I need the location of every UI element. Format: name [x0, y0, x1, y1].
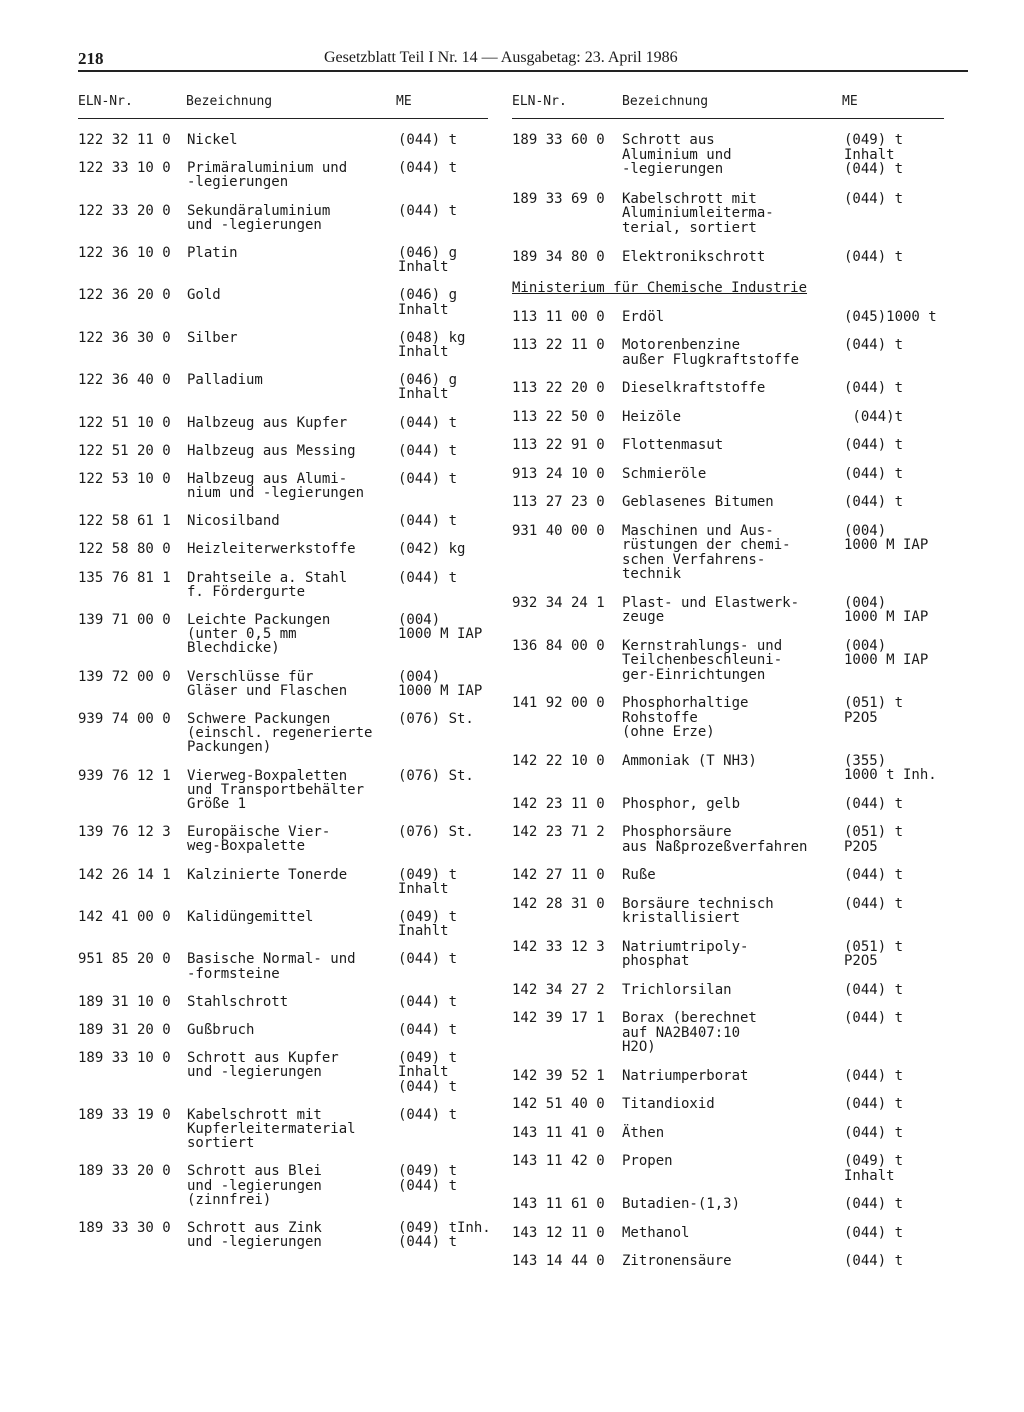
table-row: [78, 952, 488, 980]
table-row: [78, 1051, 488, 1094]
eln-number: 139 71 00 0: [78, 612, 171, 629]
me-cell: (044) t: [398, 1106, 458, 1123]
eln-number: 122 51 10 0: [78, 414, 171, 431]
bezeichnung-cell: Gußbruch: [187, 1021, 255, 1038]
table-row: [78, 613, 488, 656]
table-row: [512, 310, 944, 325]
me-cell: (044) t: [398, 160, 458, 177]
me-cell: (044) t: [844, 981, 904, 998]
bezeichnung-cell: Plast- und Elastwerk- zeuge: [622, 594, 800, 625]
eln-number: 113 22 11 0: [512, 337, 605, 353]
eln-number: 122 53 10 0: [78, 470, 171, 487]
bezeichnung-cell: Halbzeug aus Alumi- nium und -legierungen: [187, 470, 365, 502]
bezeichnung-cell: Maschinen und Aus- rüstungen der chemi- schen Verfahrens- technik: [622, 522, 791, 582]
bezeichnung-cell: Trichlorsilan: [622, 981, 732, 998]
me-cell: (355) 1000 t Inh.: [844, 752, 937, 783]
table-row: [512, 133, 944, 177]
bezeichnung-cell: Platin: [187, 244, 238, 261]
me-cell: (044) t: [844, 380, 904, 396]
me-cell: (049) t (044) t: [398, 1163, 458, 1194]
table-row: [512, 696, 944, 740]
me-cell: (044) t: [844, 867, 904, 883]
eln-number: 189 34 80 0: [512, 249, 605, 265]
me-cell: (051) t P2O5: [844, 695, 904, 726]
eln-number: 122 33 10 0: [78, 160, 171, 177]
eln-number: 141 92 00 0: [512, 695, 605, 711]
me-cell: (044) t: [844, 249, 904, 265]
table-row: [78, 910, 488, 938]
bezeichnung-cell: Ruße: [622, 867, 656, 883]
header-me: ME: [396, 94, 412, 109]
eln-number: 189 33 60 0: [512, 132, 605, 148]
eln-number: 142 34 27 2: [512, 981, 605, 998]
me-cell: (044) t: [844, 1253, 904, 1269]
eln-number: 143 11 41 0: [512, 1124, 605, 1141]
bezeichnung-cell: Stahlschrott: [187, 993, 289, 1010]
me-cell: (044) t: [398, 1021, 458, 1038]
me-cell: (049) t Inhalt: [398, 866, 458, 897]
table-row: [512, 1197, 944, 1212]
bezeichnung-cell: Gold: [187, 287, 221, 304]
table-row: [78, 542, 488, 556]
eln-number: 142 39 17 1: [512, 1010, 605, 1026]
eln-number: 142 27 11 0: [512, 867, 605, 883]
me-cell: (045)1000 t: [844, 308, 937, 325]
bezeichnung-cell: Kernstrahlungs- und Teilchenbeschleuni- ger-Einrichtungen: [622, 637, 783, 683]
eln-number: 189 33 30 0: [78, 1219, 171, 1236]
me-cell: (049) tInh. (044) t: [398, 1219, 491, 1251]
eln-number: 113 22 50 0: [512, 408, 605, 425]
table-row: [78, 868, 488, 896]
me-cell: (076) St.: [398, 767, 474, 784]
eln-number: 143 11 61 0: [512, 1196, 605, 1212]
header-eln: ELN-Nr.: [78, 94, 133, 109]
table-row: [78, 712, 488, 755]
me-cell: (044) t: [398, 993, 458, 1010]
section-heading: [512, 280, 944, 310]
table-row: [78, 444, 488, 458]
page-number: 218: [78, 49, 104, 68]
table-row: [512, 940, 944, 969]
column-header: [78, 92, 488, 119]
bezeichnung-cell: Motorenbenzine außer Flugkraftstoffe: [622, 337, 800, 368]
bezeichnung-cell: Vierweg-Boxpaletten und Transportbehälter Größe 1: [187, 767, 365, 813]
me-cell: (046) g Inhalt: [398, 244, 458, 276]
header-bezeichnung: Bezeichnung: [622, 94, 709, 109]
eln-number: 951 85 20 0: [78, 951, 171, 968]
me-cell: (044) t: [844, 1224, 904, 1241]
table-row: [512, 1097, 944, 1112]
bezeichnung-cell: Propen: [622, 1153, 673, 1169]
bezeichnung-cell: Leichte Packungen (unter 0,5 mm Blechdicke): [187, 612, 331, 657]
table-row: [78, 161, 488, 189]
eln-number: 135 76 81 1: [78, 569, 171, 586]
me-cell: (004) 1000 M IAP: [844, 637, 929, 668]
table-row: [512, 467, 944, 482]
me-cell: (044) t: [844, 494, 904, 510]
table-row: [78, 995, 488, 1009]
bezeichnung-cell: Kalidüngemittel: [187, 909, 314, 926]
bezeichnung-cell: Geblasenes Bitumen: [622, 494, 774, 510]
table-row: [78, 571, 488, 599]
table-row: [512, 754, 944, 783]
bezeichnung-cell: Halbzeug aus Messing: [187, 442, 356, 459]
table-row: [512, 524, 944, 582]
me-cell: (044) t: [844, 337, 904, 353]
header-me: ME: [842, 94, 858, 109]
eln-number: 939 76 12 1: [78, 767, 171, 784]
me-cell: (044) t: [844, 1067, 904, 1084]
me-cell: (048) kg Inhalt: [398, 329, 466, 360]
bezeichnung-cell: Titandioxid: [622, 1096, 715, 1112]
me-cell: (044) t: [844, 465, 904, 482]
table-row: [512, 1011, 944, 1055]
eln-number: 142 28 31 0: [512, 895, 605, 912]
bezeichnung-cell: Phosphor, gelb: [622, 795, 741, 812]
eln-number: 931 40 00 0: [512, 522, 605, 539]
eln-number: 113 11 00 0: [512, 308, 605, 325]
bezeichnung-cell: Methanol: [622, 1224, 690, 1241]
bezeichnung-cell: Nicosilband: [187, 513, 280, 530]
eln-number: 932 34 24 1: [512, 594, 605, 611]
table-row: [78, 1023, 488, 1037]
table-row: [78, 825, 488, 853]
me-cell: (044) t: [844, 895, 904, 912]
eln-number: 189 33 10 0: [78, 1050, 171, 1067]
me-cell: (051) t P2O5: [844, 938, 904, 969]
table-row: [78, 416, 488, 430]
bezeichnung-cell: Halbzeug aus Kupfer: [187, 414, 348, 431]
eln-number: 189 31 10 0: [78, 993, 171, 1010]
bezeichnung-cell: Nickel: [187, 132, 238, 148]
table-row: [78, 514, 488, 528]
eln-number: 139 76 12 3: [78, 824, 171, 841]
bezeichnung-cell: Europäische Vier- weg-Boxpalette: [187, 824, 331, 855]
me-cell: (044) t: [398, 569, 458, 586]
me-cell: (076) St.: [398, 711, 474, 728]
bezeichnung-cell: Palladium: [187, 372, 263, 389]
me-cell: (044) t: [398, 202, 458, 219]
bezeichnung-cell: Verschlüsse für Gläser und Flaschen: [187, 668, 348, 699]
eln-number: 113 22 91 0: [512, 437, 605, 453]
eln-number: 122 36 40 0: [78, 372, 171, 389]
bezeichnung-cell: Heizleiterwerkstoffe: [187, 541, 356, 558]
me-cell: (044) t: [844, 437, 904, 453]
me-cell: (046) g Inhalt: [398, 372, 458, 403]
eln-number: 122 51 20 0: [78, 442, 171, 459]
eln-number: 122 36 30 0: [78, 329, 171, 346]
bezeichnung-cell: Erdöl: [622, 308, 665, 325]
bezeichnung-cell: Flottenmasut: [622, 437, 724, 453]
me-cell: (044) t: [398, 414, 458, 431]
table-row: [78, 133, 488, 147]
table-row: [512, 495, 944, 510]
me-cell: (049) t Inahlt: [398, 909, 458, 940]
bezeichnung-cell: Schmieröle: [622, 465, 707, 482]
me-cell: (049) t Inhalt (044) t: [398, 1050, 458, 1095]
right-rows-b: [512, 310, 944, 1269]
eln-number: 139 72 00 0: [78, 668, 171, 685]
bezeichnung-cell: Borax (berechnet auf NA2B407:10 H2O): [622, 1010, 757, 1055]
table-row: [512, 250, 944, 265]
table-row: [512, 596, 944, 625]
me-cell: (044) t: [398, 132, 458, 148]
bezeichnung-cell: Basische Normal- und -formsteine: [187, 951, 356, 982]
eln-number: 939 74 00 0: [78, 711, 171, 728]
me-cell: (004) 1000 M IAP: [398, 612, 483, 643]
me-cell: (044) t: [844, 1196, 904, 1212]
me-cell: (044) t: [844, 1096, 904, 1112]
eln-number: 143 12 11 0: [512, 1224, 605, 1241]
table-row: [78, 769, 488, 812]
eln-number: 142 23 71 2: [512, 824, 605, 840]
left-column: [78, 92, 491, 1263]
eln-number: 142 39 52 1: [512, 1067, 605, 1084]
eln-number: 142 22 10 0: [512, 752, 605, 769]
eln-number: 142 23 11 0: [512, 795, 605, 812]
bezeichnung-cell: Heizöle: [622, 408, 682, 425]
bezeichnung-cell: Schrott aus Blei und -legierungen (zinnfrei): [187, 1163, 322, 1208]
me-cell: (044) t: [398, 470, 458, 487]
table-row: [78, 204, 488, 232]
section-heading-text: Ministerium für Chemische Industrie: [512, 279, 808, 296]
eln-number: 143 14 44 0: [512, 1253, 605, 1269]
table-row: [78, 331, 488, 359]
gazette-title: Gesetzblatt Teil I Nr. 14 — Ausgabetag: 23. April 1986: [324, 49, 678, 66]
table-row: [78, 472, 488, 500]
bezeichnung-cell: Äthen: [622, 1124, 665, 1141]
eln-number: 122 32 11 0: [78, 132, 171, 148]
me-cell: (044) t: [844, 795, 904, 812]
me-cell: (044)t: [844, 408, 904, 425]
bezeichnung-cell: Phosphorsäure aus Naßprozeßverfahren: [622, 824, 808, 855]
header-bezeichnung: Bezeichnung: [186, 94, 273, 109]
table-row: [78, 1164, 488, 1207]
me-cell: (044) t: [398, 951, 458, 968]
eln-number: 189 31 20 0: [78, 1021, 171, 1038]
me-cell: (004) 1000 M IAP: [844, 594, 929, 625]
me-cell: (076) St.: [398, 824, 474, 841]
eln-number: 189 33 69 0: [512, 190, 605, 207]
header-eln: ELN-Nr.: [512, 94, 567, 109]
page-header: [78, 46, 968, 72]
table-row: [78, 1219, 491, 1251]
bezeichnung-cell: Natriumperborat: [622, 1067, 749, 1084]
eln-number: 142 33 12 3: [512, 938, 605, 955]
bezeichnung-cell: Schrott aus Zink und -legierungen: [187, 1219, 322, 1251]
table-row: [78, 1108, 488, 1151]
table-row: [78, 670, 488, 698]
table-row: [512, 1254, 944, 1269]
table-row: [78, 373, 488, 401]
eln-number: 142 26 14 1: [78, 866, 171, 883]
left-rows: [78, 132, 491, 1251]
me-cell: (049) t Inhalt (044) t: [844, 132, 904, 177]
eln-number: 143 11 42 0: [512, 1153, 605, 1169]
table-row: [512, 983, 944, 998]
table-row: [512, 1226, 944, 1241]
bezeichnung-cell: Drahtseile a. Stahl f. Fördergurte: [187, 569, 348, 600]
me-cell: (044) t: [398, 442, 458, 459]
table-row: [512, 192, 944, 236]
bezeichnung-cell: Natriumtripoly- phosphat: [622, 938, 749, 969]
right-rows-a: [512, 133, 944, 265]
me-cell: (051) t P2O5: [844, 824, 904, 855]
me-cell: (044) t: [844, 1124, 904, 1141]
me-cell: (044) t: [844, 190, 904, 207]
bezeichnung-cell: Primäraluminium und -legierungen: [187, 160, 348, 191]
eln-number: 122 36 20 0: [78, 287, 171, 304]
bezeichnung-cell: Schrott aus Kupfer und -legierungen: [187, 1050, 339, 1081]
eln-number: 113 27 23 0: [512, 494, 605, 510]
eln-number: 142 51 40 0: [512, 1096, 605, 1112]
right-column: [512, 92, 944, 1283]
me-cell: (044) t: [844, 1010, 904, 1026]
table-row: [512, 410, 944, 425]
eln-number: 122 58 61 1: [78, 513, 171, 530]
table-row: [512, 381, 944, 396]
eln-number: 189 33 20 0: [78, 1163, 171, 1180]
eln-number: 142 41 00 0: [78, 909, 171, 926]
me-cell: (004) 1000 M IAP: [844, 522, 929, 553]
bezeichnung-cell: Dieselkraftstoffe: [622, 380, 766, 396]
bezeichnung-cell: Kabelschrott mit Aluminiumleiterma- terial, sortiert: [622, 190, 774, 236]
table-row: [512, 1069, 944, 1084]
eln-number: 122 33 20 0: [78, 202, 171, 219]
eln-number: 136 84 00 0: [512, 637, 605, 654]
table-row: [512, 438, 944, 453]
me-cell: (049) t Inhalt: [844, 1153, 904, 1184]
bezeichnung-cell: Kalzinierte Tonerde: [187, 866, 348, 883]
me-cell: (042) kg: [398, 541, 466, 558]
bezeichnung-cell: Schrott aus Aluminium und -legierungen: [622, 132, 732, 177]
table-row: [78, 288, 488, 316]
bezeichnung-cell: Kabelschrott mit Kupferleitermaterial sortiert: [187, 1106, 356, 1152]
eln-number: 913 24 10 0: [512, 465, 605, 482]
eln-number: 122 58 80 0: [78, 541, 171, 558]
table-row: [512, 825, 944, 854]
table-row: [512, 897, 944, 926]
eln-number: 122 36 10 0: [78, 244, 171, 261]
bezeichnung-cell: Phosphorhaltige Rohstoffe (ohne Erze): [622, 695, 749, 740]
bezeichnung-cell: Butadien-(1,3): [622, 1196, 741, 1212]
bezeichnung-cell: Schwere Packungen (einschl. regenerierte Packungen): [187, 711, 373, 756]
table-row: [512, 797, 944, 812]
table-row: [512, 868, 944, 883]
table-row: [512, 1126, 944, 1141]
bezeichnung-cell: Sekundäraluminium und -legierungen: [187, 202, 331, 233]
table-row: [512, 639, 944, 683]
bezeichnung-cell: Zitronensäure: [622, 1253, 732, 1269]
table-row: [512, 338, 944, 367]
me-cell: (046) g Inhalt: [398, 287, 458, 318]
eln-number: 113 22 20 0: [512, 380, 605, 396]
me-cell: (004) 1000 M IAP: [398, 668, 483, 699]
me-cell: (044) t: [398, 513, 458, 530]
eln-number: 189 33 19 0: [78, 1106, 171, 1123]
bezeichnung-cell: Borsäure technisch kristallisiert: [622, 895, 774, 926]
table-row: [78, 246, 488, 274]
bezeichnung-cell: Elektronikschrott: [622, 249, 766, 265]
table-row: [512, 1154, 944, 1183]
bezeichnung-cell: Ammoniak (T NH3): [622, 752, 757, 769]
column-header: [512, 92, 944, 119]
bezeichnung-cell: Silber: [187, 329, 238, 346]
